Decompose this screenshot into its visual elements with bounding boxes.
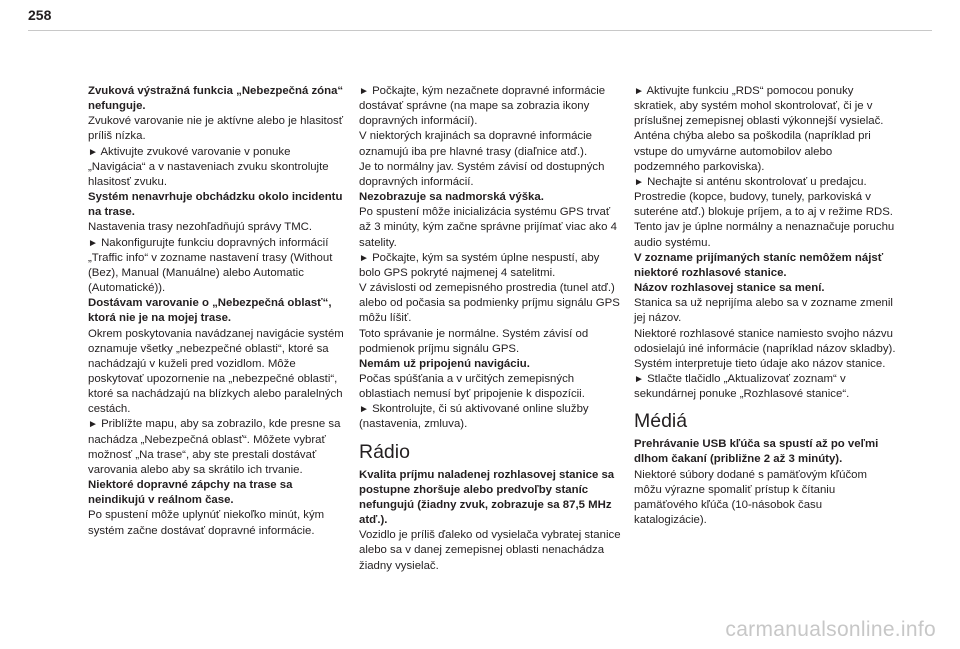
problem-statement: Prehrávanie USB kľúča sa spustí až po veľmi dlhom čakaní (približne 2 až 3 minúty).: [634, 438, 879, 466]
paragraph: Počas spúšťania a v určitých zemepisných oblastiach nemusí byť pripojenie k dispozícii.: [359, 372, 585, 401]
paragraph: Nastavenia trasy nezohľadňujú správy TMC.: [88, 221, 313, 234]
action-text: Priblížte mapu, aby sa zobrazilo, kde presne sa nachádza „Nebezpečná oblasť“. Môžete vybrať možnosť „Na trase“, aby ste prestali dostávať varovania alebo aby sa skrátilo ich trvanie.: [88, 418, 341, 476]
page-number: 258: [28, 7, 52, 23]
paragraph: V závislosti od zemepisného prostredia (tunel atď.) alebo od počasia sa podmienky príjmu signálu GPS môžu líšiť.: [359, 282, 620, 325]
arrow-bullet-icon: ►: [359, 404, 369, 416]
text-column-3: [634, 84, 896, 528]
action-step: [359, 402, 621, 432]
text-column-2: [359, 84, 621, 574]
action-text: Stlačte tlačidlo „Aktualizovať zoznam“ v sekundárnej ponuke „Rozhlasové stanice“.: [634, 372, 850, 401]
action-text: Nakonfigurujte funkciu dopravných informácií „Traffic info“ v zozname nastavení trasy (Without (Bez), Manual (Manuálne) alebo Automatic (Automatické)).: [88, 236, 333, 295]
paragraph: Po spustení môže uplynúť niekoľko minút, kým systém začne dostávať dopravné informácie.: [88, 509, 325, 537]
action-text: Skontrolujte, či sú aktivované online služby (nastavenia, zmluva).: [359, 403, 589, 431]
paragraph: Systém interpretuje tieto údaje ako názov stanice.: [634, 357, 886, 370]
problem-statement: Systém nenavrhuje obchádzku okolo incidentu na trase.: [88, 191, 343, 219]
paragraph: Niektoré rozhlasové stanice namiesto svojho názvu odosielajú iné informácie (napríklad názov skladby).: [634, 327, 896, 355]
section-heading: Rádio: [359, 440, 410, 463]
arrow-bullet-icon: ►: [88, 146, 98, 158]
arrow-bullet-icon: ►: [634, 86, 644, 97]
paragraph: Anténa chýba alebo sa poškodila (napríklad pri vstupe do umyvárne automobilov alebo podzemného parkoviska).: [634, 130, 871, 173]
problem-statement: Kvalita príjmu naladenej rozhlasovej stanice sa postupne zhoršuje alebo predvoľby staníc nefungujú (žiadny zvuk, zobrazuje sa 87,5 MHz atď.).: [359, 468, 615, 527]
action-step: [88, 145, 350, 190]
paragraph: V niektorých krajinách sa dopravné informácie oznamujú iba pre hlavné trasy (diaľnice atď.).: [359, 130, 592, 158]
header-divider: [28, 30, 932, 31]
action-text: Aktivujte funkciu „RDS“ pomocou ponuky skratiek, aby systém mohol skontrolovať, či je v príslušnej zemepisnej oblasti výkonnejší vysielač.: [634, 85, 884, 128]
paragraph: Je to normálny jav. Systém závisí od dostupných dopravných informácií.: [359, 160, 605, 188]
problem-statement: Nezobrazuje sa nadmorská výška.: [359, 191, 544, 204]
arrow-bullet-icon: ►: [88, 237, 98, 249]
arrow-bullet-icon: ►: [359, 252, 369, 264]
paragraph: Prostredie (kopce, budovy, tunely, parkoviská v suteréne atď.) blokuje príjem, a to aj v režime RDS.: [634, 191, 893, 219]
paragraph: Tento jav je úplne normálny a nenaznačuje poruchu audio systému.: [634, 221, 895, 249]
problem-statement: Dostávam varovanie o „Nebezpečná oblasť“, ktorá nie je na mojej trase.: [88, 297, 332, 325]
problem-statement: Niektoré dopravné zápchy na trase sa neindikujú v reálnom čase.: [88, 479, 293, 507]
paragraph: Vozidlo je príliš ďaleko od vysielača vybratej stanice alebo sa v danej zemepisnej oblasti nenachádza žiadny vysielač.: [359, 529, 621, 572]
action-step: [359, 251, 621, 281]
action-text: Nechajte si anténu skontrolovať u predajcu.: [647, 175, 867, 188]
paragraph: Zvukové varovanie nie je aktívne alebo je hlasitosť príliš nízka.: [88, 115, 344, 143]
arrow-bullet-icon: ►: [634, 176, 644, 188]
action-text: Aktivujte zvukové varovanie v ponuke „Navigácia“ a v nastaveniach zvuku skontrolujte hlasitosť zvuku.: [88, 145, 329, 188]
text-column-1: [88, 84, 350, 539]
action-step: [88, 236, 350, 297]
paragraph: Okrem poskytovania navádzanej navigácie systém oznamuje všetky „nebezpečné oblasti“, ktoré sa nachádzajú v kuželi pred vozidlom. Môže poskytovať upozornenie na „nebezpečné oblasti“, ktoré sa nachádzajú na blízkych alebo paralelných cestách.: [88, 327, 344, 416]
action-step: [634, 372, 896, 402]
problem-statement: V zozname prijímaných staníc nemôžem nájsť niektoré rozhlasové stanice.: [634, 251, 884, 279]
problem-statement: Nemám už pripojenú navigáciu.: [359, 357, 530, 370]
action-step: [359, 84, 621, 129]
action-step: [634, 175, 896, 190]
action-text: Počkajte, kým sa systém úplne nespustí, aby bolo GPS pokryté najmenej 4 satelitmi.: [359, 251, 600, 279]
paragraph: Toto správanie je normálne. Systém závisí od podmienok príjmu signálu GPS.: [359, 327, 589, 355]
section-heading: Médiá: [634, 410, 688, 433]
action-step: [88, 417, 350, 478]
watermark: carmanualsonline.info: [725, 618, 936, 641]
paragraph: Po spustení môže inicializácia systému GPS trvať až 3 minúty, kým začne správne prijímať viac ako 4 satelity.: [359, 206, 617, 249]
action-text: Počkajte, kým nezačnete dopravné informácie dostávať správne (na mape sa zobrazia ikony dopravných informácií).: [359, 85, 606, 128]
paragraph: Niektoré súbory dodané s pamäťovým kľúčom môžu výrazne spomaliť prístup k čítaniu pamäťového kľúča (10-násobok času katalogizácie).: [634, 468, 867, 527]
problem-statement: Názov rozhlasovej stanice sa mení.: [634, 282, 825, 295]
action-step: [634, 84, 896, 129]
arrow-bullet-icon: ►: [88, 419, 98, 431]
problem-statement: Zvuková výstražná funkcia „Nebezpečná zóna“ nefunguje.: [88, 85, 344, 113]
paragraph: Stanica sa už neprijíma alebo sa v zozname zmenil jej názov.: [634, 297, 893, 325]
arrow-bullet-icon: ►: [359, 86, 369, 97]
arrow-bullet-icon: ►: [634, 373, 644, 385]
